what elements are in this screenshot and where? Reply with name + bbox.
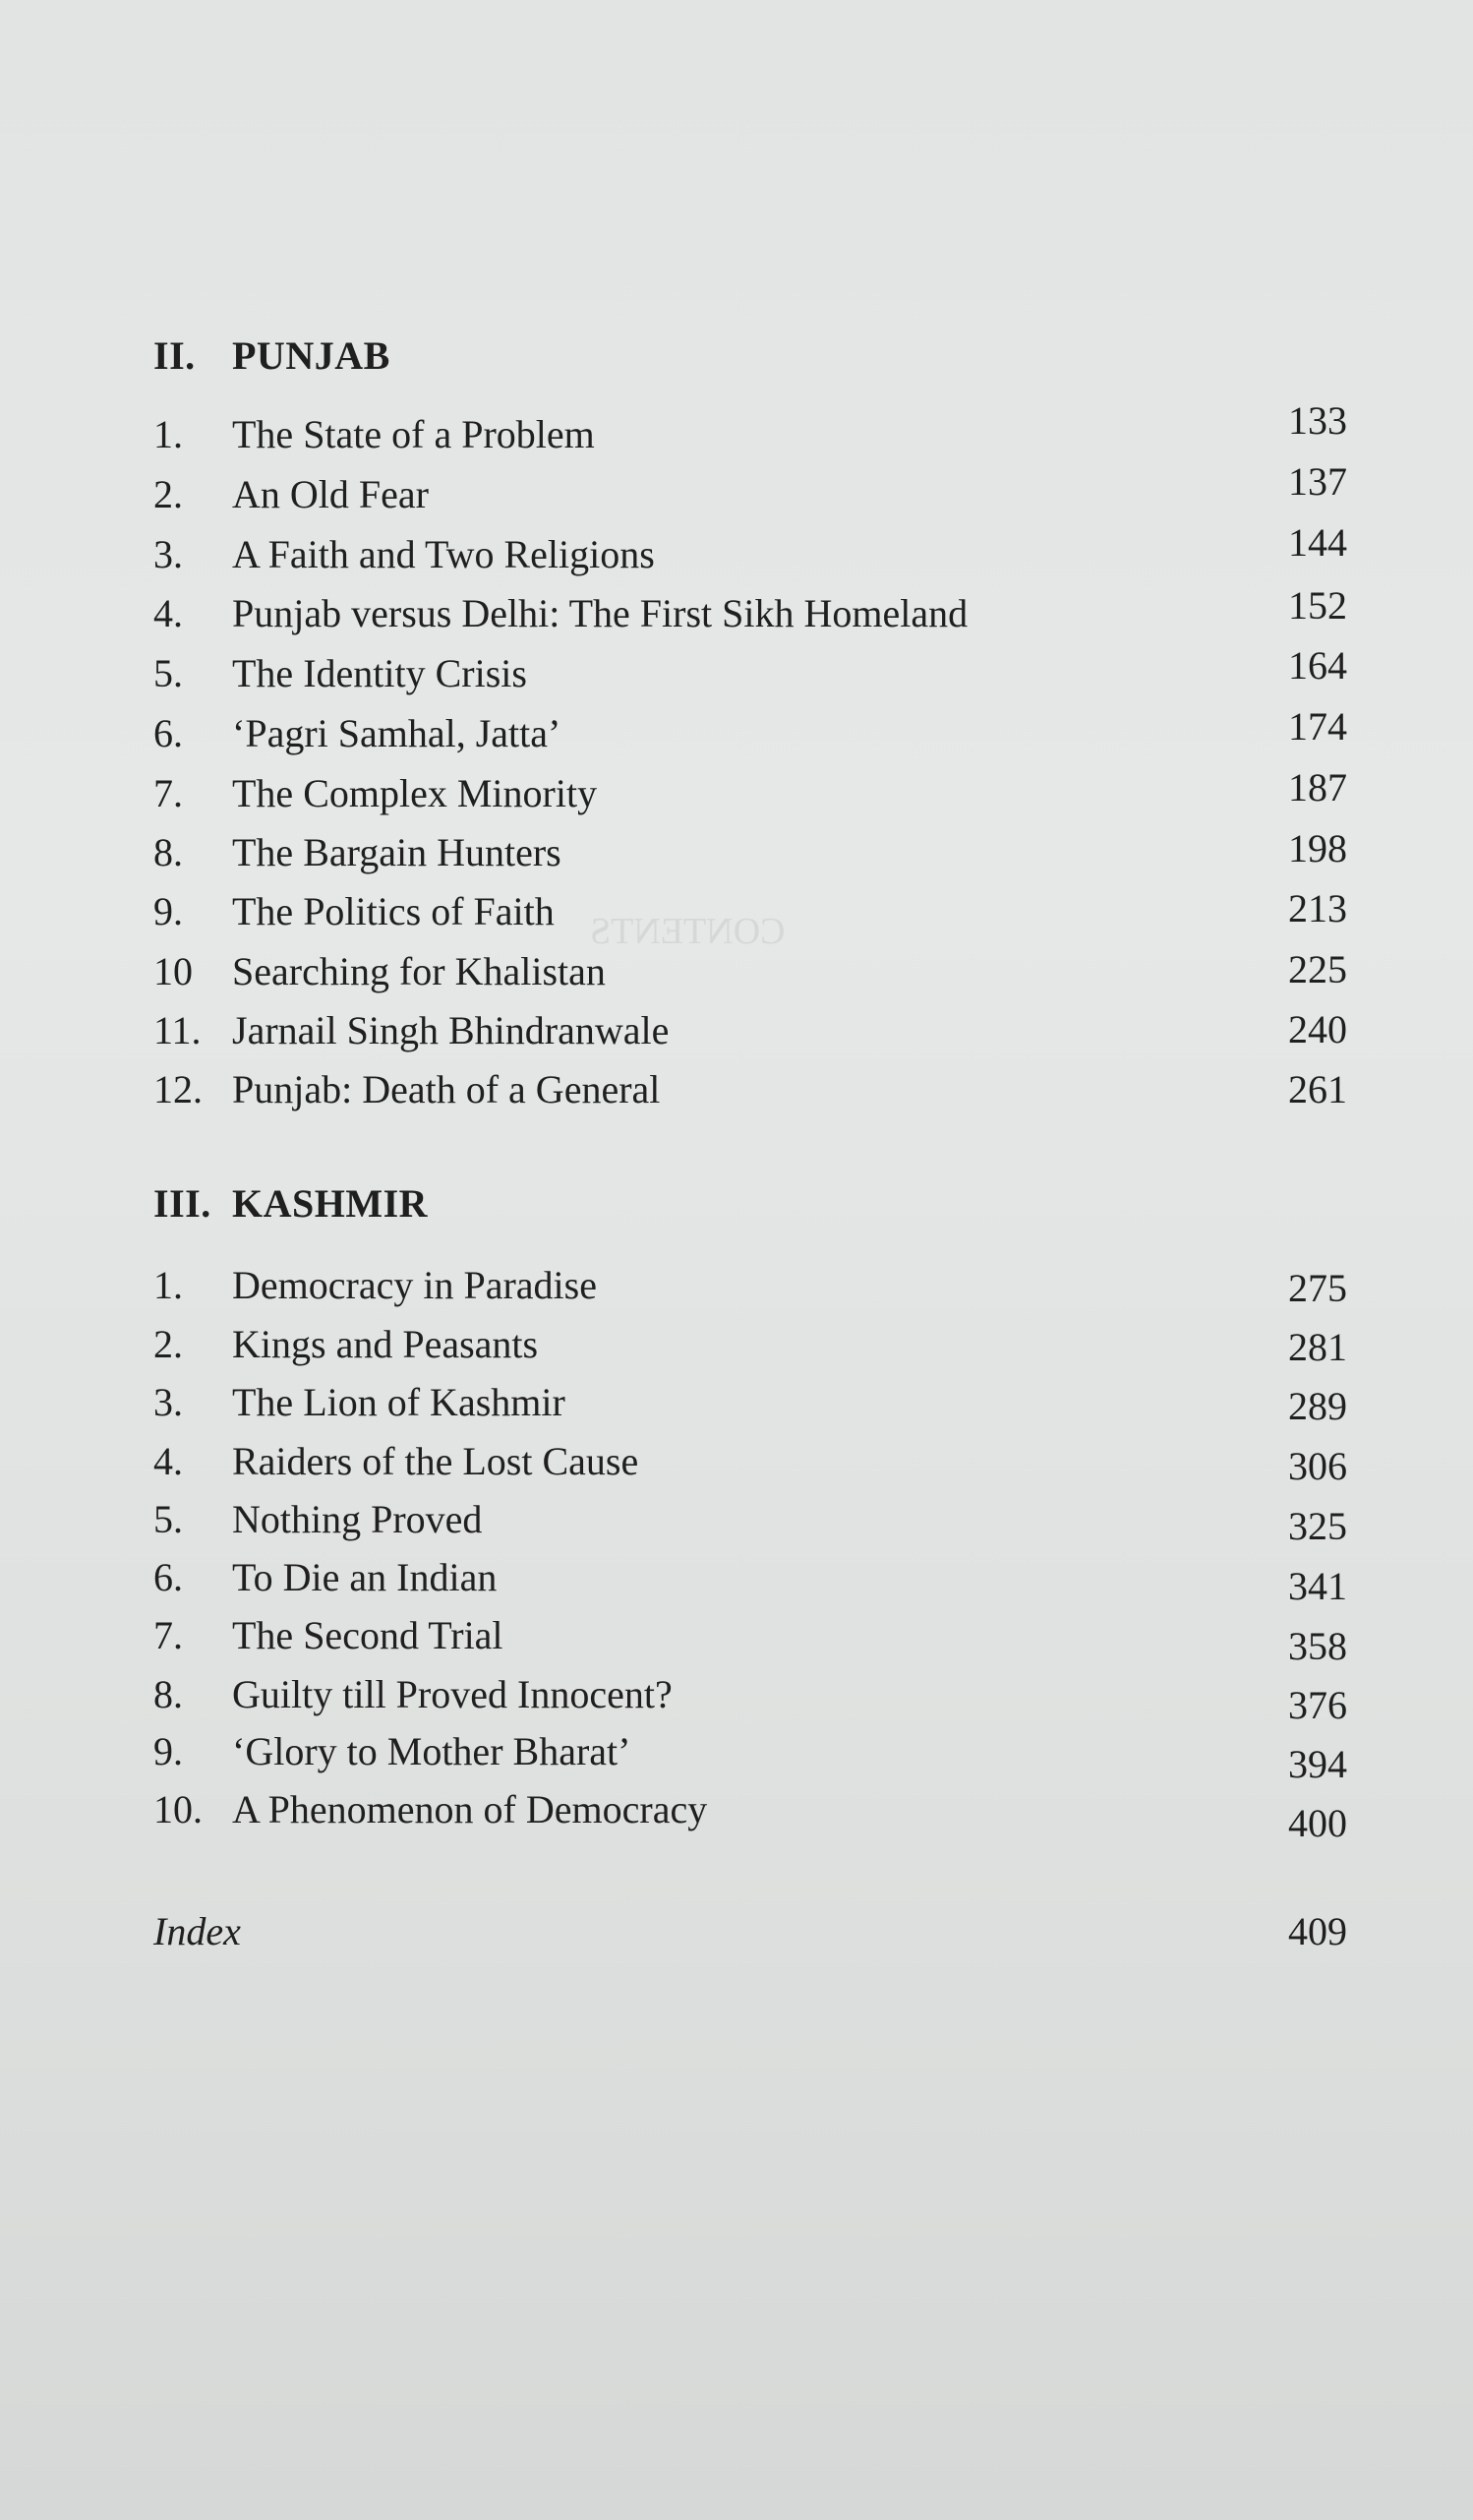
chapter-number: 4.: [153, 1439, 183, 1483]
index-title: Index: [153, 1909, 241, 1953]
chapter-title: An Old Fear: [232, 472, 429, 516]
chapter-title: The Complex Minority: [232, 771, 598, 815]
toc-entry[interactable]: [153, 827, 1347, 878]
page-number: 174: [1288, 704, 1347, 749]
chapter-title: Kings and Peasants: [232, 1322, 539, 1366]
chapter-title: ‘Pagri Samhal, Jatta’: [232, 711, 561, 755]
page-number: 261: [1288, 1067, 1347, 1111]
section-roman-numeral: II.: [153, 333, 196, 378]
toc-entry[interactable]: [153, 583, 1347, 639]
chapter-number: 9.: [153, 889, 183, 933]
chapter-title: The State of a Problem: [232, 412, 595, 456]
page-number: 281: [1288, 1325, 1347, 1369]
toc-entry-index[interactable]: [153, 1906, 1347, 1957]
chapter-title: Jarnail Singh Bhindranwale: [232, 1008, 670, 1052]
chapter-title: Guilty till Proved Innocent?: [232, 1672, 673, 1716]
page-number: 409: [1288, 1909, 1347, 1953]
chapter-number: 7.: [153, 771, 183, 815]
toc-entry[interactable]: [153, 1494, 1347, 1548]
page-number: 240: [1288, 1007, 1347, 1051]
chapter-title: Punjab versus Delhi: The First Sikh Homeland: [232, 591, 969, 635]
chapter-number: 6.: [153, 711, 183, 755]
page-number: 152: [1288, 583, 1347, 628]
chapter-number: 2.: [153, 1322, 183, 1366]
chapter-number: 10: [153, 949, 193, 993]
chapter-number: 9.: [153, 1729, 183, 1773]
chapter-number: 7.: [153, 1613, 183, 1657]
toc-entry[interactable]: [153, 643, 1347, 699]
page-number: 275: [1288, 1266, 1347, 1310]
toc-entry[interactable]: [153, 765, 1347, 819]
toc-entry[interactable]: [153, 1552, 1347, 1608]
toc-entry[interactable]: [153, 1610, 1347, 1668]
chapter-number: 3.: [153, 532, 183, 576]
page-number: 225: [1288, 947, 1347, 991]
page-number: 198: [1288, 826, 1347, 870]
toc-entry[interactable]: [153, 1784, 1347, 1845]
chapter-title: Nothing Proved: [232, 1497, 483, 1541]
chapter-number: 11.: [153, 1008, 202, 1052]
chapter-number: 5.: [153, 1497, 183, 1541]
page-number: 341: [1288, 1564, 1347, 1608]
toc-entry[interactable]: [153, 1005, 1347, 1056]
chapter-number: 4.: [153, 591, 183, 635]
page-number: 133: [1288, 398, 1347, 443]
page-number: 376: [1288, 1683, 1347, 1727]
toc-entry[interactable]: [153, 459, 1347, 520]
page-number: 289: [1288, 1384, 1347, 1428]
chapter-title: Democracy in Paradise: [232, 1263, 597, 1307]
toc-entry[interactable]: [153, 1319, 1347, 1370]
toc-entry[interactable]: [153, 886, 1347, 937]
chapter-title: The Bargain Hunters: [232, 830, 561, 874]
section-heading-kashmir: [153, 1180, 428, 1227]
section-heading-punjab: [153, 332, 390, 379]
chapter-title: Searching for Khalistan: [232, 949, 606, 993]
chapter-title: The Second Trial: [232, 1613, 503, 1657]
chapter-number: 1.: [153, 412, 183, 456]
chapter-title: ‘Glory to Mother Bharat’: [232, 1729, 631, 1773]
chapter-number: 8.: [153, 830, 183, 874]
toc-entry[interactable]: [153, 1669, 1347, 1727]
chapter-number: 1.: [153, 1263, 183, 1307]
section-title: PUNJAB: [232, 333, 390, 378]
toc-entry[interactable]: [153, 1260, 1347, 1311]
toc-entry[interactable]: [153, 704, 1347, 759]
toc-entry[interactable]: [153, 946, 1347, 997]
bleed-through-text: CONTENTS: [590, 911, 786, 952]
toc-entry[interactable]: [153, 1726, 1347, 1786]
chapter-title: The Politics of Faith: [232, 889, 555, 933]
chapter-number: 12.: [153, 1067, 203, 1111]
chapter-title: To Die an Indian: [232, 1555, 498, 1599]
toc-entry[interactable]: [153, 398, 1347, 460]
chapter-title: A Phenomenon of Democracy: [232, 1787, 708, 1831]
page-number: 400: [1288, 1801, 1347, 1845]
toc-entry[interactable]: [153, 1064, 1347, 1115]
chapter-title: The Identity Crisis: [232, 651, 527, 695]
chapter-number: 5.: [153, 651, 183, 695]
page-number: 164: [1288, 643, 1347, 688]
page-number: 306: [1288, 1444, 1347, 1488]
toc-entry[interactable]: [153, 1436, 1347, 1487]
toc-entry[interactable]: [153, 520, 1347, 580]
chapter-title: Punjab: Death of a General: [232, 1067, 661, 1111]
chapter-title: The Lion of Kashmir: [232, 1380, 565, 1424]
chapter-number: 2.: [153, 472, 183, 516]
page-number: 137: [1288, 459, 1347, 504]
chapter-title: Raiders of the Lost Cause: [232, 1439, 639, 1483]
page-number: 213: [1288, 886, 1347, 930]
page-number: 187: [1288, 765, 1347, 810]
page-number: 394: [1288, 1742, 1347, 1786]
section-roman-numeral: III.: [153, 1181, 211, 1226]
section-title: KASHMIR: [232, 1181, 429, 1226]
chapter-number: 3.: [153, 1380, 183, 1424]
page-number: 358: [1288, 1624, 1347, 1668]
page-number: 325: [1288, 1504, 1347, 1548]
toc-entry[interactable]: [153, 1377, 1347, 1428]
chapter-title: A Faith and Two Religions: [232, 532, 655, 576]
chapter-number: 8.: [153, 1672, 183, 1716]
page-number: 144: [1288, 520, 1347, 565]
chapter-number: 6.: [153, 1555, 183, 1599]
chapter-number: 10.: [153, 1787, 203, 1831]
